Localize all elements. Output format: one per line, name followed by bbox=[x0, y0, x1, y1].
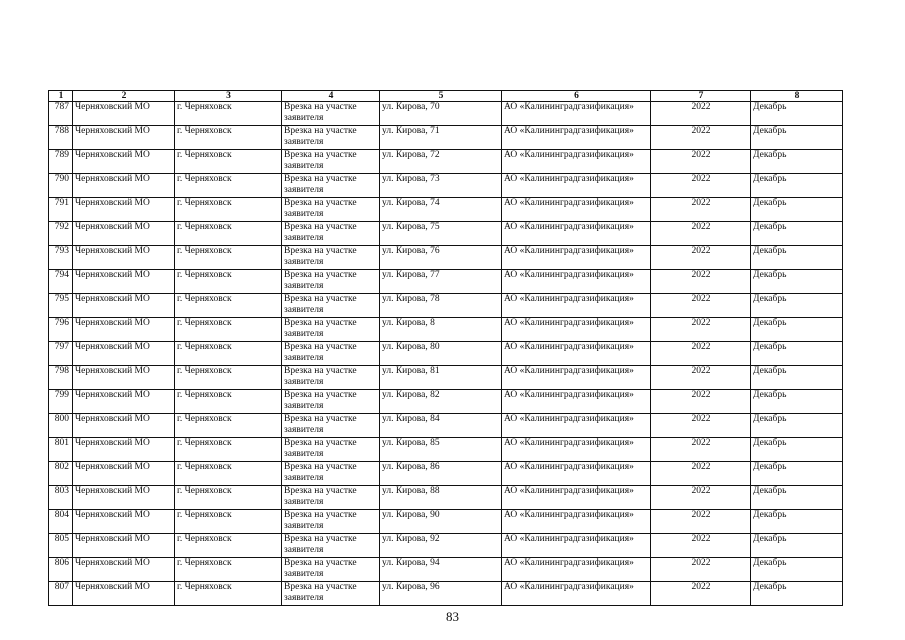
work-type-line-2: заявителя bbox=[284, 233, 324, 243]
cell-municipality: Черняховский МО bbox=[73, 534, 175, 558]
cell-address: ул. Кирова, 76 bbox=[380, 246, 502, 270]
table-row bbox=[49, 102, 843, 126]
cell-organization: АО «Калининградгазификация» bbox=[502, 102, 651, 126]
cell-address: ул. Кирова, 92 bbox=[380, 534, 502, 558]
cell-month: Декабрь bbox=[751, 462, 843, 486]
work-type-line-2: заявителя bbox=[284, 401, 324, 411]
cell-number: 806 bbox=[49, 558, 73, 582]
work-type-line-2: заявителя bbox=[284, 209, 324, 219]
cell-city: г. Черняховск bbox=[175, 486, 282, 510]
cell-municipality: Черняховский МО bbox=[73, 294, 175, 318]
table-row bbox=[49, 126, 843, 150]
cell-number: 790 bbox=[49, 174, 73, 198]
cell-year: 2022 bbox=[651, 390, 751, 414]
table-row bbox=[49, 174, 843, 198]
table-row bbox=[49, 510, 843, 534]
work-type-line-1: Врезка на участке bbox=[284, 510, 357, 520]
cell-work-type bbox=[282, 438, 380, 462]
cell-organization: АО «Калининградгазификация» bbox=[502, 582, 651, 606]
cell-municipality: Черняховский МО bbox=[73, 390, 175, 414]
cell-address: ул. Кирова, 8 bbox=[380, 318, 502, 342]
cell-municipality: Черняховский МО bbox=[73, 462, 175, 486]
table-header bbox=[49, 91, 843, 102]
cell-municipality: Черняховский МО bbox=[73, 366, 175, 390]
cell-year: 2022 bbox=[651, 438, 751, 462]
table-row bbox=[49, 270, 843, 294]
work-type-line-2: заявителя bbox=[284, 257, 324, 267]
work-type-line-1: Врезка на участке bbox=[284, 462, 357, 472]
cell-municipality: Черняховский МО bbox=[73, 246, 175, 270]
work-type-line-2: заявителя bbox=[284, 521, 324, 531]
cell-city: г. Черняховск bbox=[175, 126, 282, 150]
cell-work-type bbox=[282, 390, 380, 414]
work-type-line-1: Врезка на участке bbox=[284, 270, 357, 280]
table-row bbox=[49, 414, 843, 438]
cell-address: ул. Кирова, 80 bbox=[380, 342, 502, 366]
cell-municipality: Черняховский МО bbox=[73, 318, 175, 342]
cell-address: ул. Кирова, 71 bbox=[380, 126, 502, 150]
work-type-line-1: Врезка на участке bbox=[284, 126, 357, 136]
table-row bbox=[49, 246, 843, 270]
cell-work-type bbox=[282, 534, 380, 558]
work-type-line-1: Врезка на участке bbox=[284, 318, 357, 328]
work-type-line-2: заявителя bbox=[284, 185, 324, 195]
cell-city: г. Черняховск bbox=[175, 438, 282, 462]
cell-address: ул. Кирова, 96 bbox=[380, 582, 502, 606]
cell-month: Декабрь bbox=[751, 198, 843, 222]
header-col-6: 6 bbox=[502, 91, 651, 102]
page-number: 83 bbox=[446, 609, 459, 624]
cell-number: 792 bbox=[49, 222, 73, 246]
cell-year: 2022 bbox=[651, 270, 751, 294]
cell-year: 2022 bbox=[651, 246, 751, 270]
work-type-line-2: заявителя bbox=[284, 113, 324, 123]
work-type-line-2: заявителя bbox=[284, 497, 324, 507]
cell-year: 2022 bbox=[651, 510, 751, 534]
cell-municipality: Черняховский МО bbox=[73, 174, 175, 198]
table-row bbox=[49, 390, 843, 414]
cell-number: 804 bbox=[49, 510, 73, 534]
table-row bbox=[49, 438, 843, 462]
cell-city: г. Черняховск bbox=[175, 462, 282, 486]
cell-city: г. Черняховск bbox=[175, 414, 282, 438]
cell-month: Декабрь bbox=[751, 150, 843, 174]
table-row bbox=[49, 582, 843, 606]
cell-municipality: Черняховский МО bbox=[73, 270, 175, 294]
cell-organization: АО «Калининградгазификация» bbox=[502, 534, 651, 558]
cell-month: Декабрь bbox=[751, 414, 843, 438]
cell-month: Декабрь bbox=[751, 438, 843, 462]
cell-city: г. Черняховск bbox=[175, 270, 282, 294]
cell-organization: АО «Калининградгазификация» bbox=[502, 246, 651, 270]
work-type-line-2: заявителя bbox=[284, 329, 324, 339]
cell-month: Декабрь bbox=[751, 534, 843, 558]
work-type-line-2: заявителя bbox=[284, 281, 324, 291]
cell-city: г. Черняховск bbox=[175, 174, 282, 198]
cell-organization: АО «Калининградгазификация» bbox=[502, 414, 651, 438]
cell-work-type bbox=[282, 150, 380, 174]
cell-number: 800 bbox=[49, 414, 73, 438]
cell-number: 807 bbox=[49, 582, 73, 606]
table-row bbox=[49, 222, 843, 246]
cell-organization: АО «Калининградгазификация» bbox=[502, 174, 651, 198]
cell-address: ул. Кирова, 74 bbox=[380, 198, 502, 222]
cell-year: 2022 bbox=[651, 318, 751, 342]
cell-month: Декабрь bbox=[751, 318, 843, 342]
cell-organization: АО «Калининградгазификация» bbox=[502, 438, 651, 462]
work-type-line-1: Врезка на участке bbox=[284, 558, 357, 568]
cell-city: г. Черняховск bbox=[175, 366, 282, 390]
header-col-8: 8 bbox=[751, 91, 843, 102]
cell-work-type bbox=[282, 126, 380, 150]
cell-month: Декабрь bbox=[751, 582, 843, 606]
cell-month: Декабрь bbox=[751, 246, 843, 270]
cell-address: ул. Кирова, 73 bbox=[380, 174, 502, 198]
cell-work-type bbox=[282, 414, 380, 438]
work-type-line-1: Врезка на участке bbox=[284, 102, 357, 112]
cell-organization: АО «Калининградгазификация» bbox=[502, 342, 651, 366]
cell-number: 788 bbox=[49, 126, 73, 150]
work-type-line-2: заявителя bbox=[284, 449, 324, 459]
work-type-line-1: Врезка на участке bbox=[284, 438, 357, 448]
work-type-line-1: Врезка на участке bbox=[284, 342, 357, 352]
cell-organization: АО «Калининградгазификация» bbox=[502, 558, 651, 582]
header-col-3: 3 bbox=[175, 91, 282, 102]
cell-year: 2022 bbox=[651, 294, 751, 318]
cell-number: 801 bbox=[49, 438, 73, 462]
cell-organization: АО «Калининградгазификация» bbox=[502, 270, 651, 294]
cell-city: г. Черняховск bbox=[175, 198, 282, 222]
cell-month: Декабрь bbox=[751, 102, 843, 126]
cell-address: ул. Кирова, 75 bbox=[380, 222, 502, 246]
work-type-line-1: Врезка на участке bbox=[284, 198, 357, 208]
cell-organization: АО «Калининградгазификация» bbox=[502, 198, 651, 222]
cell-number: 797 bbox=[49, 342, 73, 366]
data-table bbox=[48, 90, 843, 606]
cell-organization: АО «Калининградгазификация» bbox=[502, 150, 651, 174]
cell-address: ул. Кирова, 82 bbox=[380, 390, 502, 414]
cell-work-type bbox=[282, 246, 380, 270]
cell-city: г. Черняховск bbox=[175, 342, 282, 366]
cell-address: ул. Кирова, 94 bbox=[380, 558, 502, 582]
cell-month: Декабрь bbox=[751, 486, 843, 510]
table-row bbox=[49, 150, 843, 174]
cell-number: 793 bbox=[49, 246, 73, 270]
cell-city: г. Черняховск bbox=[175, 102, 282, 126]
work-type-line-1: Врезка на участке bbox=[284, 150, 357, 160]
cell-address: ул. Кирова, 85 bbox=[380, 438, 502, 462]
header-col-1: 1 bbox=[49, 91, 73, 102]
cell-year: 2022 bbox=[651, 198, 751, 222]
cell-year: 2022 bbox=[651, 462, 751, 486]
cell-address: ул. Кирова, 81 bbox=[380, 366, 502, 390]
work-type-line-1: Врезка на участке bbox=[284, 414, 357, 424]
cell-number: 796 bbox=[49, 318, 73, 342]
cell-address: ул. Кирова, 70 bbox=[380, 102, 502, 126]
cell-work-type bbox=[282, 318, 380, 342]
cell-municipality: Черняховский МО bbox=[73, 126, 175, 150]
cell-municipality: Черняховский МО bbox=[73, 438, 175, 462]
cell-work-type bbox=[282, 486, 380, 510]
work-type-line-1: Врезка на участке bbox=[284, 174, 357, 184]
header-col-2: 2 bbox=[73, 91, 175, 102]
cell-organization: АО «Калининградгазификация» bbox=[502, 462, 651, 486]
cell-month: Декабрь bbox=[751, 222, 843, 246]
cell-work-type bbox=[282, 558, 380, 582]
header-col-4: 4 bbox=[282, 91, 380, 102]
cell-work-type bbox=[282, 294, 380, 318]
work-type-line-2: заявителя bbox=[284, 545, 324, 555]
cell-municipality: Черняховский МО bbox=[73, 510, 175, 534]
cell-organization: АО «Калининградгазификация» bbox=[502, 390, 651, 414]
cell-year: 2022 bbox=[651, 582, 751, 606]
cell-organization: АО «Калининградгазификация» bbox=[502, 510, 651, 534]
header-row bbox=[49, 91, 843, 102]
cell-month: Декабрь bbox=[751, 270, 843, 294]
table-row bbox=[49, 486, 843, 510]
cell-organization: АО «Калининградгазификация» bbox=[502, 486, 651, 510]
cell-organization: АО «Калининградгазификация» bbox=[502, 318, 651, 342]
cell-work-type bbox=[282, 198, 380, 222]
cell-address: ул. Кирова, 84 bbox=[380, 414, 502, 438]
work-type-line-2: заявителя bbox=[284, 425, 324, 435]
cell-number: 794 bbox=[49, 270, 73, 294]
work-type-line-1: Врезка на участке bbox=[284, 390, 357, 400]
cell-year: 2022 bbox=[651, 222, 751, 246]
work-type-line-1: Врезка на участке bbox=[284, 246, 357, 256]
cell-year: 2022 bbox=[651, 342, 751, 366]
work-type-line-1: Врезка на участке bbox=[284, 486, 357, 496]
cell-number: 789 bbox=[49, 150, 73, 174]
cell-month: Декабрь bbox=[751, 366, 843, 390]
cell-address: ул. Кирова, 72 bbox=[380, 150, 502, 174]
cell-number: 798 bbox=[49, 366, 73, 390]
work-type-line-1: Врезка на участке bbox=[284, 366, 357, 376]
cell-address: ул. Кирова, 77 bbox=[380, 270, 502, 294]
cell-year: 2022 bbox=[651, 486, 751, 510]
cell-work-type bbox=[282, 510, 380, 534]
cell-year: 2022 bbox=[651, 534, 751, 558]
cell-number: 805 bbox=[49, 534, 73, 558]
cell-city: г. Черняховск bbox=[175, 150, 282, 174]
table-row bbox=[49, 558, 843, 582]
table-body bbox=[49, 102, 843, 606]
cell-year: 2022 bbox=[651, 174, 751, 198]
cell-number: 803 bbox=[49, 486, 73, 510]
cell-month: Декабрь bbox=[751, 174, 843, 198]
table-row bbox=[49, 198, 843, 222]
cell-municipality: Черняховский МО bbox=[73, 582, 175, 606]
work-type-line-2: заявителя bbox=[284, 473, 324, 483]
cell-organization: АО «Калининградгазификация» bbox=[502, 294, 651, 318]
cell-year: 2022 bbox=[651, 414, 751, 438]
work-type-line-2: заявителя bbox=[284, 569, 324, 579]
cell-work-type bbox=[282, 102, 380, 126]
cell-city: г. Черняховск bbox=[175, 510, 282, 534]
cell-work-type bbox=[282, 582, 380, 606]
cell-number: 791 bbox=[49, 198, 73, 222]
cell-organization: АО «Калининградгазификация» bbox=[502, 366, 651, 390]
cell-year: 2022 bbox=[651, 102, 751, 126]
work-type-line-2: заявителя bbox=[284, 161, 324, 171]
work-type-line-2: заявителя bbox=[284, 377, 324, 387]
header-col-7: 7 bbox=[651, 91, 751, 102]
cell-month: Декабрь bbox=[751, 342, 843, 366]
work-type-line-1: Врезка на участке bbox=[284, 534, 357, 544]
work-type-line-1: Врезка на участке bbox=[284, 222, 357, 232]
cell-address: ул. Кирова, 78 bbox=[380, 294, 502, 318]
cell-organization: АО «Калининградгазификация» bbox=[502, 222, 651, 246]
cell-number: 802 bbox=[49, 462, 73, 486]
work-type-line-2: заявителя bbox=[284, 353, 324, 363]
cell-work-type bbox=[282, 342, 380, 366]
cell-year: 2022 bbox=[651, 126, 751, 150]
cell-city: г. Черняховск bbox=[175, 318, 282, 342]
cell-municipality: Черняховский МО bbox=[73, 222, 175, 246]
cell-year: 2022 bbox=[651, 150, 751, 174]
cell-address: ул. Кирова, 88 bbox=[380, 486, 502, 510]
cell-work-type bbox=[282, 270, 380, 294]
cell-city: г. Черняховск bbox=[175, 222, 282, 246]
cell-month: Декабрь bbox=[751, 558, 843, 582]
work-type-line-1: Врезка на участке bbox=[284, 294, 357, 304]
cell-month: Декабрь bbox=[751, 294, 843, 318]
work-type-line-2: заявителя bbox=[284, 305, 324, 315]
cell-work-type bbox=[282, 366, 380, 390]
cell-city: г. Черняховск bbox=[175, 582, 282, 606]
cell-city: г. Черняховск bbox=[175, 294, 282, 318]
table-row bbox=[49, 342, 843, 366]
cell-month: Декабрь bbox=[751, 390, 843, 414]
cell-number: 787 bbox=[49, 102, 73, 126]
work-type-line-2: заявителя bbox=[284, 593, 324, 603]
cell-municipality: Черняховский МО bbox=[73, 150, 175, 174]
cell-municipality: Черняховский МО bbox=[73, 486, 175, 510]
cell-municipality: Черняховский МО bbox=[73, 102, 175, 126]
table-row bbox=[49, 366, 843, 390]
cell-month: Декабрь bbox=[751, 126, 843, 150]
work-type-line-2: заявителя bbox=[284, 137, 324, 147]
cell-work-type bbox=[282, 174, 380, 198]
cell-number: 795 bbox=[49, 294, 73, 318]
table-row bbox=[49, 534, 843, 558]
header-col-5: 5 bbox=[380, 91, 502, 102]
cell-municipality: Черняховский МО bbox=[73, 198, 175, 222]
cell-city: г. Черняховск bbox=[175, 390, 282, 414]
cell-year: 2022 bbox=[651, 366, 751, 390]
cell-work-type bbox=[282, 222, 380, 246]
cell-work-type bbox=[282, 462, 380, 486]
cell-municipality: Черняховский МО bbox=[73, 342, 175, 366]
cell-city: г. Черняховск bbox=[175, 534, 282, 558]
cell-address: ул. Кирова, 86 bbox=[380, 462, 502, 486]
cell-organization: АО «Калининградгазификация» bbox=[502, 126, 651, 150]
cell-year: 2022 bbox=[651, 558, 751, 582]
table-row bbox=[49, 318, 843, 342]
cell-number: 799 bbox=[49, 390, 73, 414]
work-type-line-1: Врезка на участке bbox=[284, 582, 357, 592]
table-row bbox=[49, 462, 843, 486]
table-row bbox=[49, 294, 843, 318]
cell-municipality: Черняховский МО bbox=[73, 558, 175, 582]
cell-municipality: Черняховский МО bbox=[73, 414, 175, 438]
cell-address: ул. Кирова, 90 bbox=[380, 510, 502, 534]
cell-month: Декабрь bbox=[751, 510, 843, 534]
cell-city: г. Черняховск bbox=[175, 558, 282, 582]
cell-city: г. Черняховск bbox=[175, 246, 282, 270]
